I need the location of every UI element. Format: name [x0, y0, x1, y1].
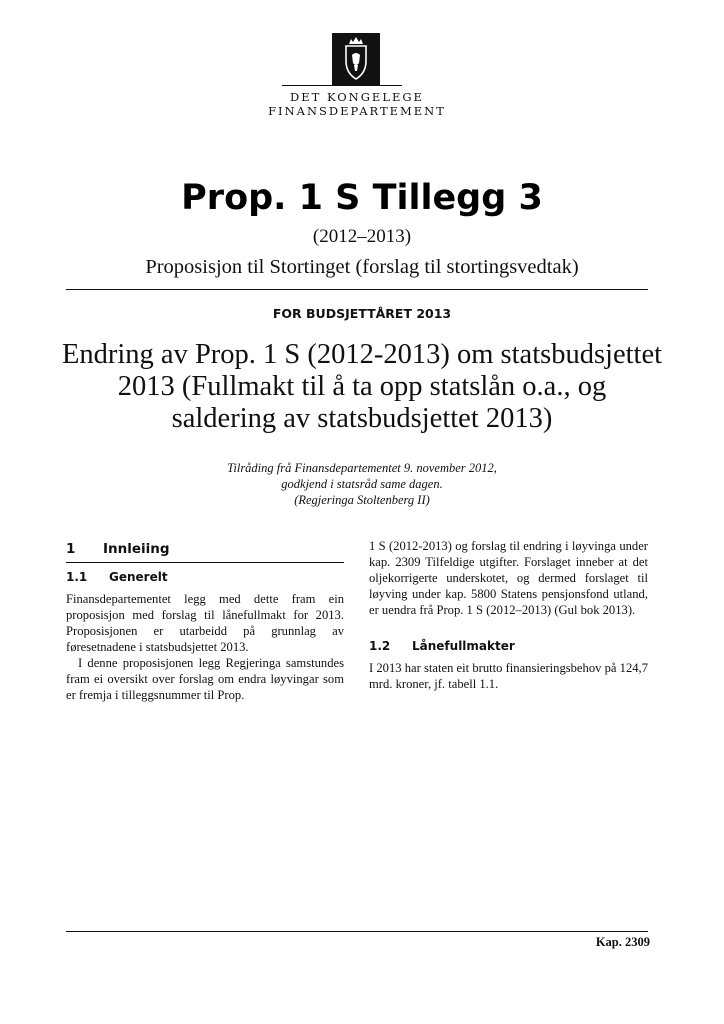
approval-note: [0, 460, 724, 508]
main-title-line: Endring av Prop. 1 S (2012-2013) om statsbudsjettet: [61, 339, 663, 370]
proposition-subtitle: Proposisjon til Stortinget (forslag til stortingsvedtak): [145, 256, 579, 278]
ministry-line-2: FINANSDEPARTEMENT: [268, 104, 446, 118]
section-number: 1.2: [369, 639, 391, 653]
section-title: Lånefullmakter: [412, 639, 515, 653]
body-paragraph: Finansdepartementet legg med dette fram ein proposisjon med forslag til lånefullmakt for 2013. Proposisjonen er utarbeidd på grunnlag av føresetnadene i statsbudsjettet 2013.: [66, 592, 344, 654]
lion-crest-icon: [332, 33, 380, 86]
right-column: [369, 538, 648, 692]
budget-year-label: FOR BUDSJETTÅRET 2013: [272, 306, 452, 321]
section-number: 1.1: [66, 570, 88, 584]
body-paragraph-continued: 1 S (2012-2013) og forslag til endring i løyvinga under kap. 2309 Tilfeldige utgifter. Forslaget inneber at det oljekorrigerte underskotet, og dermed forslaget til løyving under kap. 5800 Statens pensjonsfond utland, er uendra frå Prop. 1 S (2012–2013) (Gul bok 2013).: [369, 539, 648, 617]
session-years: (2012–2013): [312, 226, 412, 247]
main-title-line: saldering av statsbudsjettet 2013): [171, 403, 553, 434]
logo-rule: [282, 85, 402, 86]
section-1-heading: [66, 540, 344, 563]
ministry-name: [262, 90, 452, 118]
section-number: 1: [66, 541, 76, 557]
section-title: Generelt: [109, 570, 168, 584]
footer-divider: [66, 931, 648, 932]
body-paragraph: I 2013 har staten eit brutto finansieringsbehov på 124,7 mrd. kroner, jf. tabell 1.1.: [369, 661, 648, 691]
section-1-1-heading: [66, 569, 344, 585]
proposition-title: Prop. 1 S Tillegg 3: [181, 178, 543, 218]
left-column: [66, 540, 344, 703]
approval-line: Tilråding frå Finansdepartementet 9. november 2012,: [227, 461, 497, 475]
title-divider: [66, 289, 648, 290]
document-main-title: [40, 339, 684, 435]
body-paragraph: I denne proposisjonen legg Regjeringa samstundes fram ei oversikt over forslag om endra løyvingar som er fremja i tilleggsnummer til Prop.: [66, 656, 344, 702]
approval-line: godkjend i statsråd same dagen.: [281, 477, 443, 491]
chapter-reference: Kap. 2309: [595, 935, 650, 949]
section-1-2-heading: [369, 638, 648, 654]
royal-coat-of-arms-logo: [332, 33, 380, 86]
approval-line: (Regjeringa Stoltenberg II): [294, 493, 430, 507]
section-title: Innleiing: [103, 541, 170, 557]
ministry-line-1: DET KONGELEGE: [290, 90, 424, 104]
main-title-line: 2013 (Fullmakt til å ta opp statslån o.a., og: [117, 371, 607, 402]
